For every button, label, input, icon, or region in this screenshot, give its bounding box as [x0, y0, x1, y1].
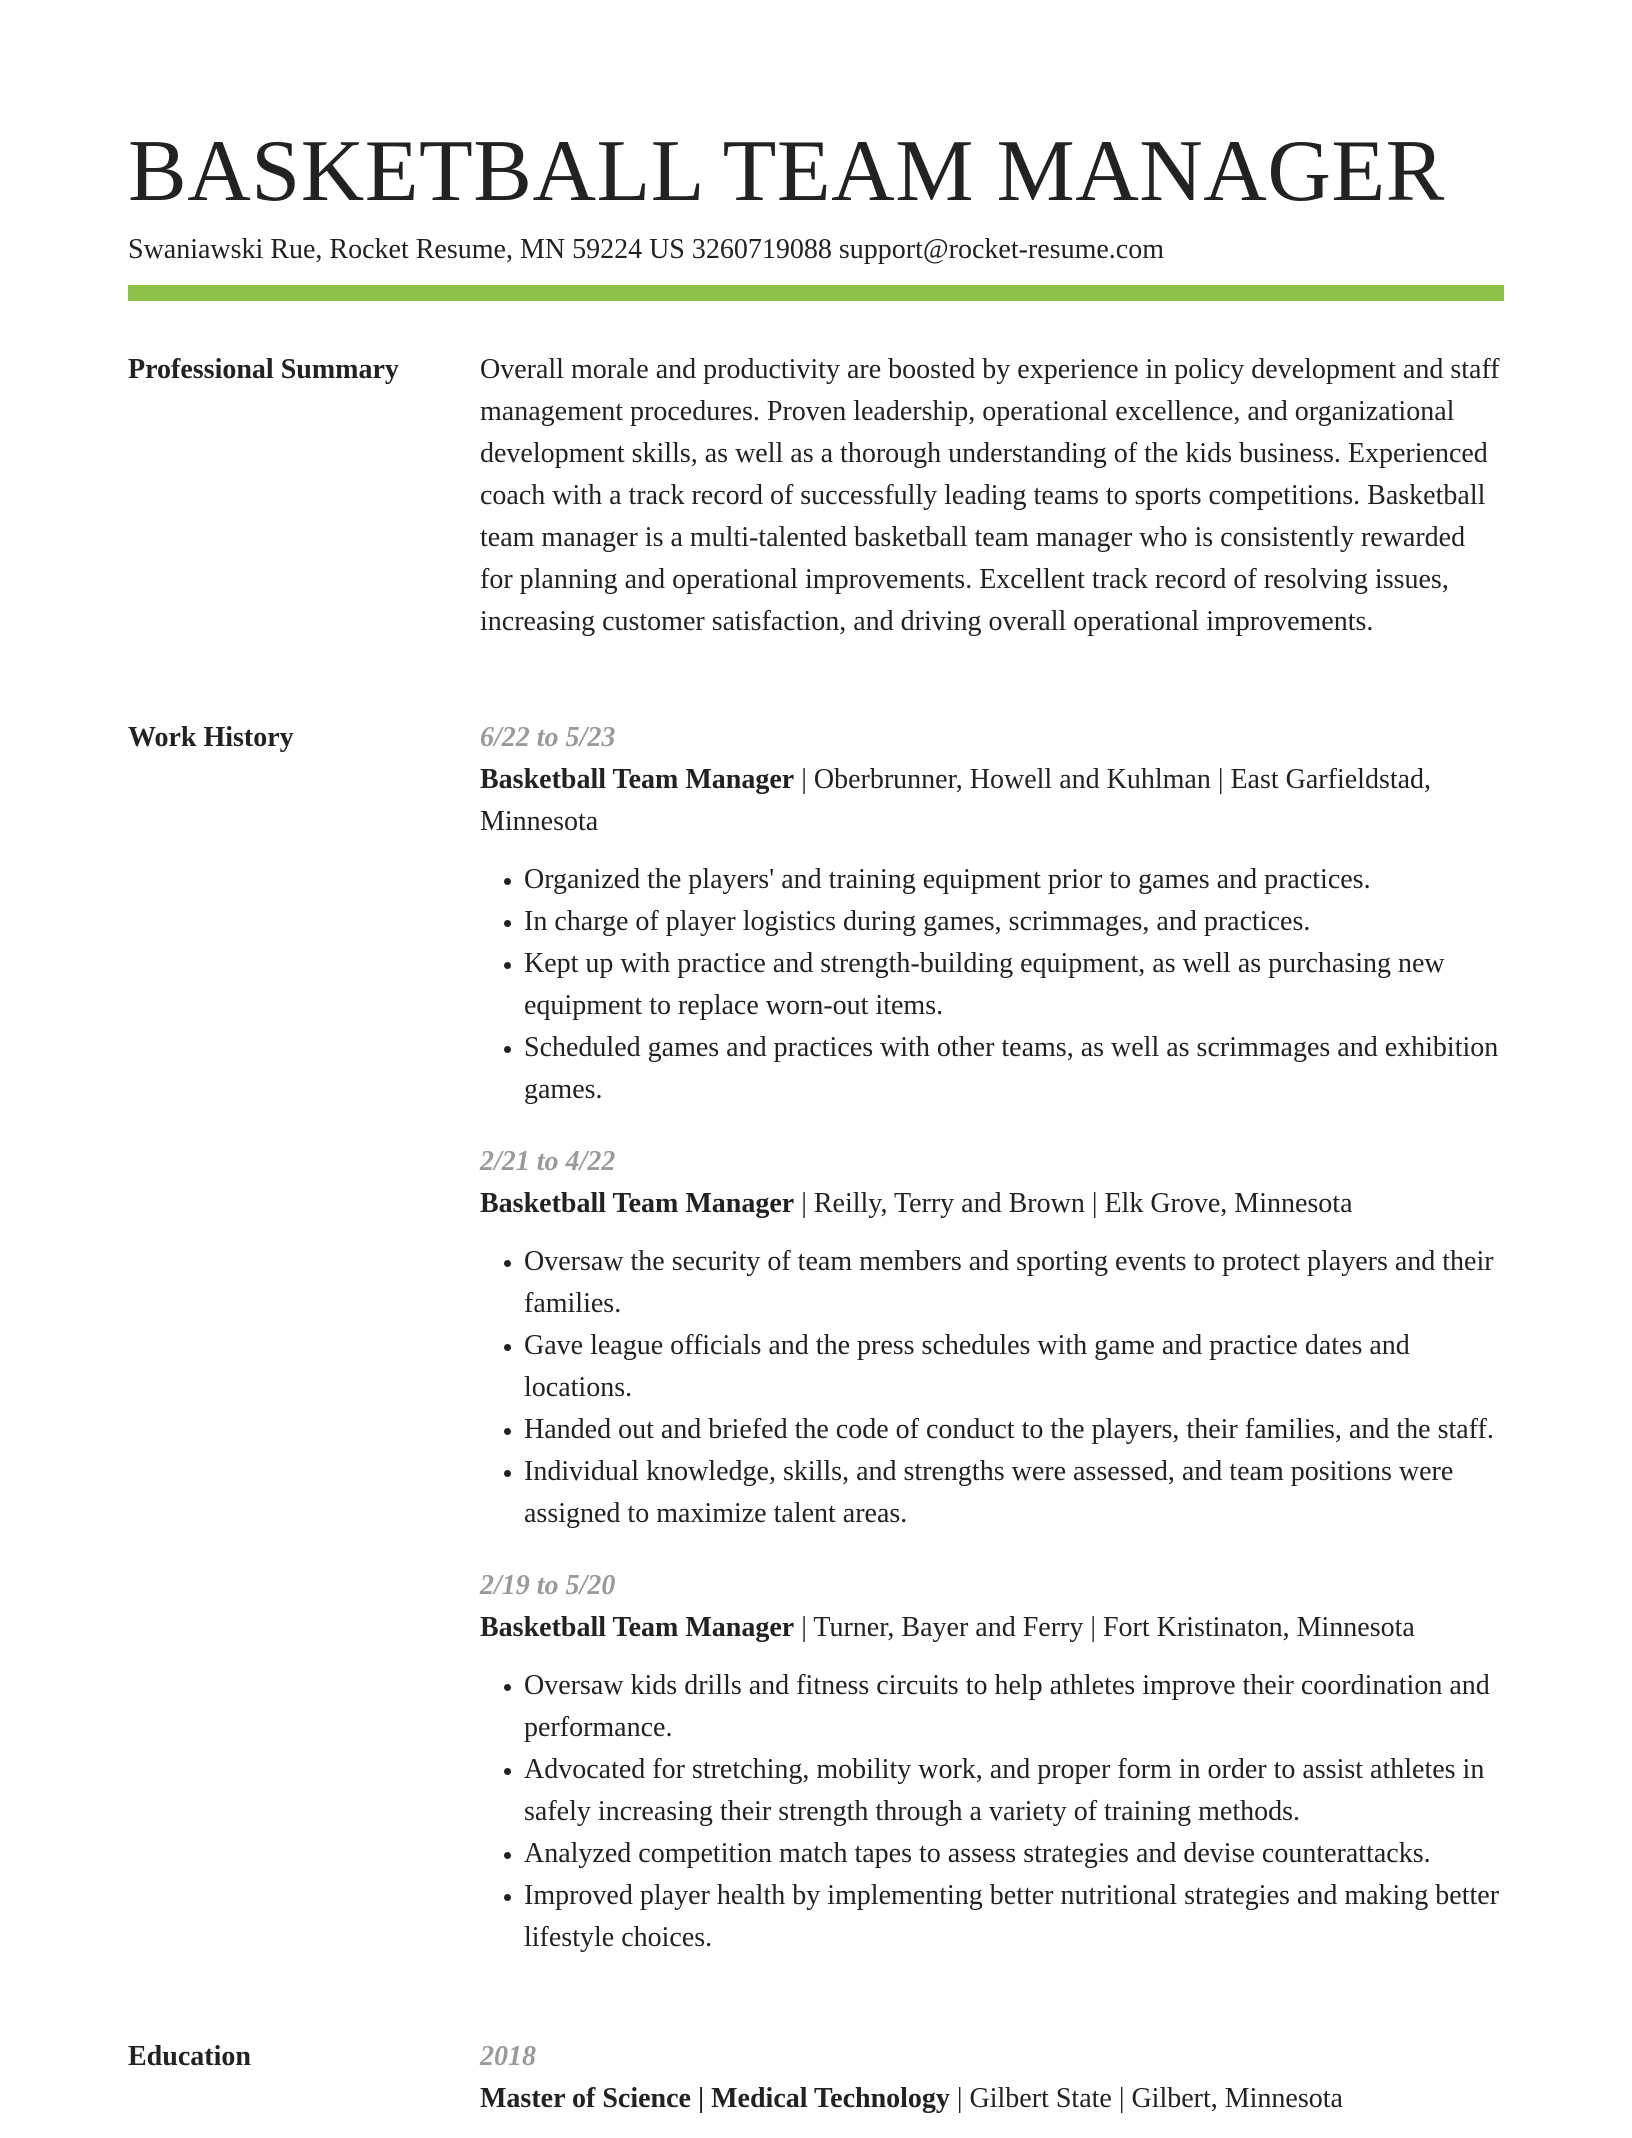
education-school: Gilbert State: [969, 2083, 1112, 2114]
resume-name: BASKETBALL TEAM MANAGER: [128, 123, 1445, 220]
contact-address: Swaniawski Rue, Rocket Resume, MN 59224 US: [128, 234, 685, 265]
job-dates: 2/19 to 5/20: [480, 1570, 616, 1601]
job-entry: [480, 1565, 1504, 1959]
job-bullet: • Oversaw the security of team members and sporting events to protect players and their families.: [524, 1241, 1504, 1325]
job-bullet: • Individual knowledge, skills, and strengths were assessed, and team positions were assigned to maximize talent areas.: [524, 1451, 1504, 1535]
job-heading: [480, 759, 1504, 843]
education-heading: Education: [128, 2041, 251, 2072]
job-heading: [480, 1183, 1504, 1225]
education-degree: Master of Science | Medical Technology: [480, 2083, 950, 2114]
contact-phone: 3260719088: [691, 234, 832, 265]
job-location: East Garfieldstad, Minnesota: [480, 764, 1432, 837]
job-heading: [480, 1607, 1504, 1649]
job-bullets: [480, 1241, 1504, 1535]
job-dates: 2/21 to 4/22: [480, 1146, 616, 1177]
education-list: [480, 2036, 1504, 2138]
job-title: Basketball Team Manager: [480, 1612, 795, 1643]
job-separator: |: [794, 1188, 814, 1219]
job-title: Basketball Team Manager: [480, 764, 795, 795]
contact-line: [128, 230, 1164, 270]
job-bullet: • Handed out and briefed the code of conduct to the players, their families, and the staff.: [524, 1409, 1504, 1451]
job-bullet: • Gave league officials and the press schedules with game and practice dates and locations.: [524, 1325, 1504, 1409]
job-location: Elk Grove, Minnesota: [1104, 1188, 1353, 1219]
job-separator: |: [1210, 764, 1231, 795]
job-bullet: • Scheduled games and practices with other teams, as well as scrimmages and exhibition games.: [524, 1027, 1504, 1111]
education-dates: 2018: [480, 2041, 536, 2072]
job-dates: 6/22 to 5/23: [480, 722, 616, 753]
education-entry: [480, 2036, 1504, 2120]
education-location: Gilbert, Minnesota: [1131, 2083, 1343, 2114]
job-entry: [480, 1141, 1504, 1535]
job-bullet: • Advocated for stretching, mobility work, and proper form in order to assist athletes in safely increasing their strength through a variety of training methods.: [524, 1749, 1504, 1833]
job-bullets: [480, 1665, 1504, 1959]
job-company: Reilly, Terry and Brown: [813, 1188, 1085, 1219]
education-separator: |: [1111, 2083, 1132, 2114]
job-title: Basketball Team Manager: [480, 1188, 795, 1219]
job-separator: |: [794, 1612, 814, 1643]
job-bullets: [480, 859, 1504, 1111]
education-heading-line: [480, 2078, 1504, 2120]
job-bullet: • Oversaw kids drills and fitness circuits to help athletes improve their coordination and performance.: [524, 1665, 1504, 1749]
job-entry: [480, 717, 1504, 1111]
summary-body: [480, 349, 1504, 643]
job-bullet: • Organized the players' and training equipment prior to games and practices.: [524, 859, 1504, 901]
job-bullet: • Analyzed competition match tapes to assess strategies and devise counterattacks.: [524, 1833, 1504, 1875]
job-separator: |: [794, 764, 814, 795]
job-company: Turner, Bayer and Ferry: [813, 1612, 1084, 1643]
contact-email: support@rocket-resume.com: [838, 234, 1164, 265]
job-bullet: • In charge of player logistics during games, scrimmages, and practices.: [524, 901, 1504, 943]
work-history-heading: Work History: [128, 722, 294, 753]
summary-text: Overall morale and productivity are boosted by experience in policy development and staff management procedures. Proven leadership, operational excellence, and organizational development skills, as well as a thorough understanding of the kids business. Experienced coach with a track record of successfully leading teams to sports competitions. Basketball team manager is a multi-talented basketball team manager who is consistently rewarded for planning and operational improvements. Excellent track record of resolving issues, increasing customer satisfaction, and driving overall operational improvements.: [480, 354, 1500, 637]
job-separator: |: [1083, 1612, 1103, 1643]
job-separator: |: [1084, 1188, 1105, 1219]
work-history-list: [480, 717, 1504, 1977]
job-bullet: • Kept up with practice and strength-building equipment, as well as purchasing new equipment to replace worn-out items.: [524, 943, 1504, 1027]
job-company: Oberbrunner, Howell and Kuhlman: [813, 764, 1211, 795]
header-accent-rule: [128, 285, 1504, 301]
job-location: Fort Kristinaton, Minnesota: [1102, 1612, 1415, 1643]
job-bullet: • Improved player health by implementing better nutritional strategies and making better lifestyle choices.: [524, 1875, 1504, 1959]
summary-heading: Professional Summary: [128, 354, 399, 385]
education-separator: |: [949, 2083, 970, 2114]
